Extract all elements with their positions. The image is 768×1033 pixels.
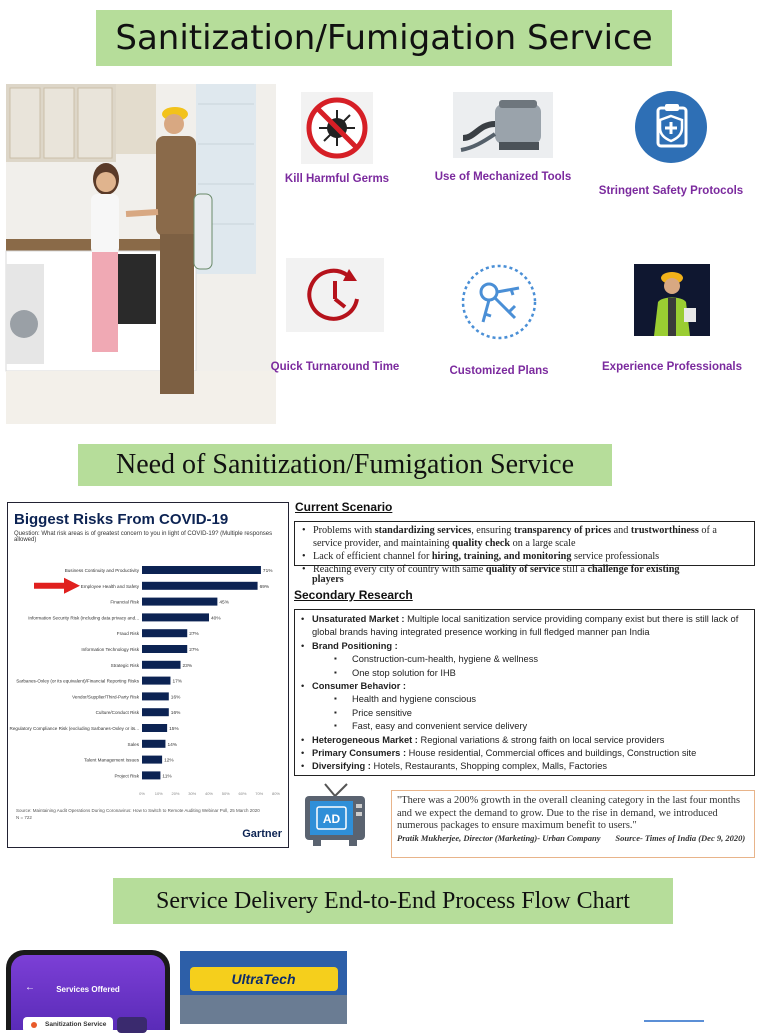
current-scenario-box (294, 521, 755, 585)
feature-mechanized-tools (428, 92, 578, 184)
bar (142, 677, 170, 685)
feature-experienced-professionals (597, 264, 747, 374)
research-item: • Primary Consumers : House residential, Commercial offices and buildings, Construction site (300, 747, 748, 760)
secondary-research-box (294, 609, 755, 776)
bar (142, 629, 187, 637)
value-label: 40% (211, 616, 221, 622)
chart-source-text: Source: Maintaining Audit Operations During Coronavirus: How to Switch to Remote Auditing Webinar Poll, 25 March 2020 (16, 808, 260, 813)
category-label: Employee Health and Safety (80, 583, 139, 589)
service-card-dark[interactable] (117, 1017, 147, 1033)
value-label: 27% (189, 632, 199, 638)
phone-screen-title: Services Offered (56, 985, 120, 994)
feature-label: Stringent Safety Protocols (598, 185, 744, 197)
feature-kill-germs (262, 92, 412, 186)
feature-label: Experience Professionals (602, 361, 742, 373)
bar (142, 692, 169, 700)
x-tick-label: 60% (238, 791, 247, 797)
category-label: Regulatory Compliance Risk (excluding Sarbanes-Oxley or its... (9, 726, 139, 731)
research-item: • Heterogeneous Market : Regional variations & strong faith on local service providers (300, 734, 748, 747)
category-label: Information Technology Risk (81, 647, 139, 652)
research-subitem: ▪ Construction-cum-health, hygiene & wellness (300, 653, 748, 666)
bar (142, 756, 162, 764)
value-label: 15% (169, 727, 179, 732)
value-label: 23% (182, 663, 193, 669)
sanitization-service-card[interactable] (23, 1017, 113, 1033)
chart-question: Question: What risk areas is of greatest concern to you in light of COVID-19? (Multiple responses allowed) (14, 531, 273, 543)
quote-text: "There was a 200% growth in the overall cleaning category in the last four months and we expect the demand to grow. Due to the rise in demand, we introduced numerous packages to ensure maximum benefit to users." (397, 795, 740, 831)
bar (142, 645, 187, 653)
feature-customized-plans (424, 262, 574, 378)
research-item: • Consumer Behavior : (300, 680, 748, 693)
covid-risk-chart (7, 502, 289, 848)
chart-sample-size: N = 722 (16, 815, 32, 820)
tv-ad-icon (303, 782, 367, 848)
research-subitem: ▪ Price sensitive (300, 707, 748, 720)
phone-screen (11, 955, 165, 1030)
process-title: Service Delivery End-to-End Process Flow Chart (156, 887, 630, 914)
bar (142, 582, 258, 590)
secondary-research-heading: Secondary Research (294, 588, 413, 602)
cropped-element (644, 1020, 704, 1024)
value-label: 27% (189, 648, 199, 653)
worker-icon (634, 264, 710, 336)
category-label: Talent Management Issues (84, 757, 139, 763)
x-tick-label: 30% (188, 791, 197, 797)
value-label: 45% (219, 600, 229, 606)
bar (142, 613, 209, 621)
category-label: Fraud Risk (116, 631, 139, 637)
research-subitem: ▪ Health and hygiene conscious (300, 693, 748, 706)
value-label: 17% (172, 679, 183, 685)
value-label: 16% (170, 711, 181, 717)
scenario-item: • Reaching every city of country with same quality of service still a challenge for existing (301, 563, 748, 576)
category-label: Vendor/Supplier/Third-Party Risk (72, 694, 139, 700)
x-tick-label: 20% (171, 791, 180, 797)
service-card-label: Sanitization Service (45, 1021, 107, 1028)
store-interior (180, 995, 347, 1024)
value-label: 16% (170, 695, 181, 701)
x-tick-label: 10% (154, 791, 163, 797)
category-label: Culture/Conduct Risk (95, 710, 139, 716)
category-label: Project Risk (114, 773, 139, 779)
research-item: • Diversifying : Hotels, Restaurants, Shopping complex, Malls, Factories (300, 760, 748, 773)
category-label: Sarbanes-Oxley (or its equivalent)/Financial Reporting Risks (16, 678, 139, 684)
feature-safety-protocols (596, 90, 746, 198)
category-label: Sales (127, 741, 139, 747)
feature-label: Use of Mechanized Tools (434, 171, 572, 183)
quote-attribution (397, 833, 749, 844)
x-tick-label: 40% (204, 791, 214, 797)
phone-mockup (6, 950, 170, 1030)
value-label: 69% (259, 584, 270, 590)
back-arrow-icon[interactable]: ← (25, 982, 35, 993)
main-title: Sanitization/Fumigation Service (115, 18, 653, 58)
x-tick-label: 50% (221, 791, 230, 797)
bar (142, 661, 181, 669)
bar (142, 708, 169, 716)
bar (142, 566, 261, 574)
ad-icon-text: AD (322, 812, 341, 826)
value-label: 71% (262, 569, 273, 574)
bar (142, 740, 165, 748)
process-title-banner (113, 878, 673, 924)
bar (142, 598, 217, 606)
feature-quick-turnaround (260, 258, 410, 374)
fogging-machine-icon (453, 92, 553, 158)
category-label: Business Continuity and Productivity (64, 568, 139, 573)
value-label: 14% (167, 742, 178, 748)
feature-label: Quick Turnaround Time (270, 361, 400, 373)
category-label: Information Security Risk (including data privacy and... (28, 615, 139, 621)
x-tick-label: 70% (255, 791, 264, 797)
bar (142, 724, 167, 732)
keys-icon (459, 262, 539, 342)
feature-label: Kill Harmful Germs (284, 173, 390, 185)
chart-source (16, 807, 260, 821)
x-tick-label: 0% (139, 791, 145, 797)
value-label: 12% (164, 758, 174, 764)
ultratech-store-photo (180, 951, 347, 1024)
service-dot-icon (31, 1022, 37, 1028)
research-item: • Brand Positioning : (300, 640, 748, 653)
category-label: Financial Risk (110, 599, 139, 605)
highlight-arrow (34, 578, 80, 594)
need-title-banner (78, 444, 612, 486)
value-label: 11% (162, 774, 172, 780)
shield-clipboard-icon (634, 90, 708, 164)
bar (142, 771, 160, 779)
gartner-logo: Gartner (242, 828, 282, 840)
scenario-overflow-text: players (312, 574, 344, 585)
need-title: Need of Sanitization/Fumigation Service (115, 449, 574, 480)
scenario-item: • Lack of efficient channel for hiring, training, and monitoring service professionals (301, 550, 748, 563)
ultratech-logo: UltraTech (231, 971, 296, 987)
chart-plot (8, 503, 290, 803)
no-virus-icon (301, 92, 373, 164)
quote-author: Pratik Mukherjee, Director (Marketing)- Urban Company (397, 832, 601, 843)
quote-source: Source- Times of India (Dec 9, 2020) (615, 832, 746, 843)
urban-company-quote (391, 790, 755, 858)
research-subitem: ▪ Fast, easy and convenient service delivery (300, 720, 748, 733)
hero-photo-handshake (6, 84, 276, 424)
category-label: Strategic Risk (110, 662, 139, 668)
feature-label: Customized Plans (449, 365, 549, 377)
scenario-item: • Problems with standardizing services, ensuring transparency of prices and trustworthiness of a service provider, and maintaining quality check on a large scale (301, 524, 748, 550)
research-item: • Unsaturated Market : Multiple local sanitization service providing company exist but there is still lack of global brands having integrated presence working in full fledged manner pan India (300, 613, 748, 640)
clock-arrow-icon (286, 258, 384, 332)
x-tick-label: 80% (271, 791, 281, 797)
current-scenario-heading: Current Scenario (295, 500, 393, 514)
research-subitem: ▪ One stop solution for IHB (300, 667, 748, 680)
main-title-banner (96, 10, 672, 66)
chart-title: Biggest Risks From COVID-19 (14, 511, 229, 528)
